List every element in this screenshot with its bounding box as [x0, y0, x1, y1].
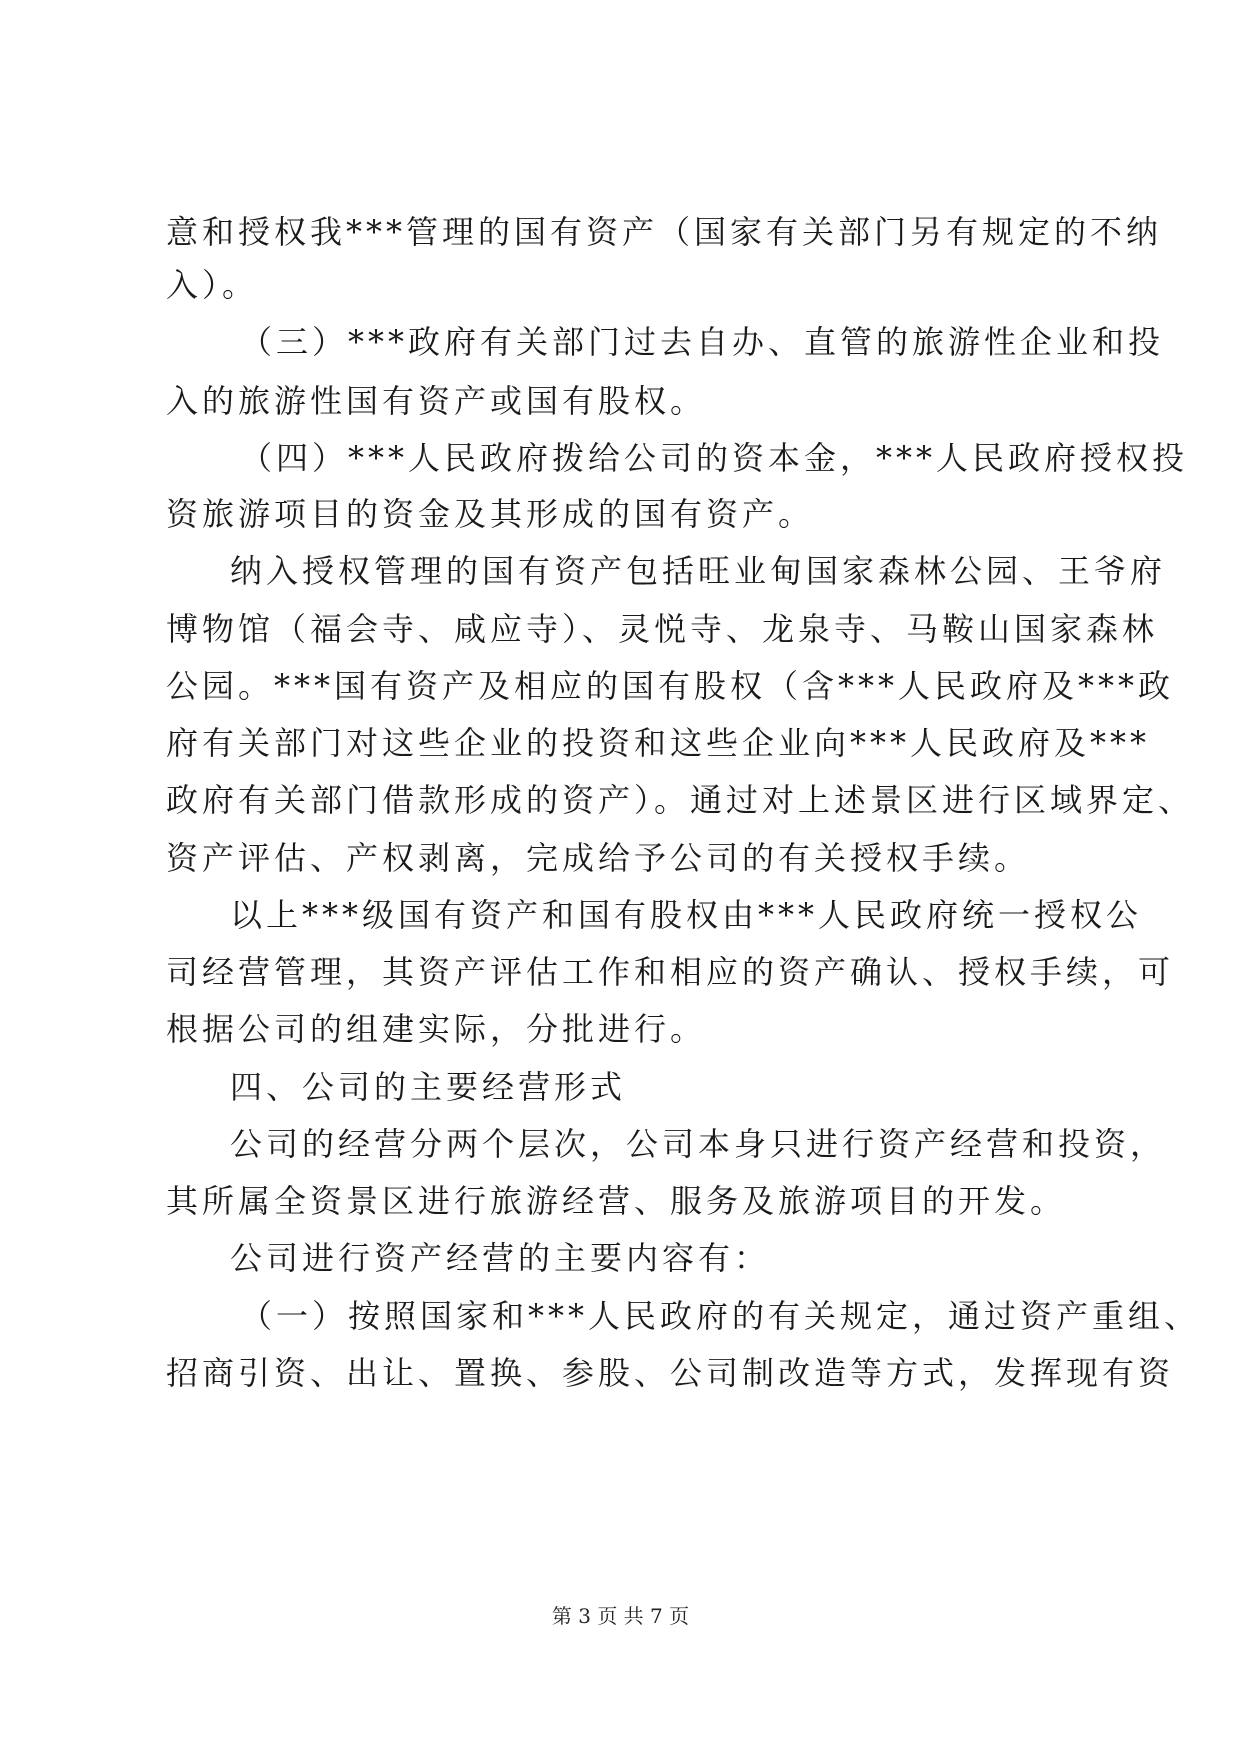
- text-line: 公司的经营分两个层次，公司本身只进行资产经营和投资，: [230, 1125, 1167, 1163]
- text-line: 入的旅游性国有资产或国有股权。: [166, 382, 707, 420]
- section-heading: 四、公司的主要经营形式: [230, 1068, 627, 1106]
- text-line: （四）***人民政府拨给公司的资本金，***人民政府授权投: [240, 439, 1189, 477]
- text-line: 根据公司的组建实际，分批进行。: [166, 1010, 707, 1048]
- text-line: 入）。: [166, 266, 259, 304]
- text-line: 意和授权我***管理的国有资产（国家有关部门另有规定的不纳: [166, 213, 1163, 251]
- text-line: 司经营管理，其资产评估工作和相应的资产确认、授权手续，可: [166, 953, 1175, 991]
- text-line: （三）***政府有关部门过去自办、直管的旅游性企业和投: [240, 323, 1165, 361]
- page-footer: [0, 1600, 1241, 1629]
- text-line: 招商引资、出让、置换、参股、公司制改造等方式，发挥现有资: [166, 1354, 1175, 1392]
- text-line: 以上***级国有资产和国有股权由***人民政府统一授权公: [230, 896, 1143, 934]
- text-line: 公园。***国有资产及相应的国有股权（含***人民政府及***政: [166, 667, 1175, 705]
- page-number: 第 3 页 共 7 页: [551, 1604, 690, 1628]
- text-line: 府有关部门对这些企业的投资和这些企业向***人民政府及***: [166, 724, 1151, 762]
- text-line: 资产评估、产权剥离，完成给予公司的有关授权手续。: [166, 839, 1031, 877]
- text-line: 纳入授权管理的国有资产包括旺业甸国家森林公园、王爷府: [230, 552, 1167, 590]
- text-line: 公司进行资产经营的主要内容有：: [230, 1239, 771, 1277]
- text-line: 其所属全资景区进行旅游经营、服务及旅游项目的开发。: [166, 1182, 1067, 1220]
- text-line: 资旅游项目的资金及其形成的国有资产。: [166, 495, 815, 533]
- text-line: 博物馆（福会寺、咸应寺）、灵悦寺、龙泉寺、马鞍山国家森林: [166, 610, 1159, 648]
- text-line: （一）按照国家和***人民政府的有关规定，通过资产重组、: [240, 1297, 1201, 1335]
- text-line: 政府有关部门借款形成的资产）。通过对上述景区进行区域界定、: [166, 781, 1195, 819]
